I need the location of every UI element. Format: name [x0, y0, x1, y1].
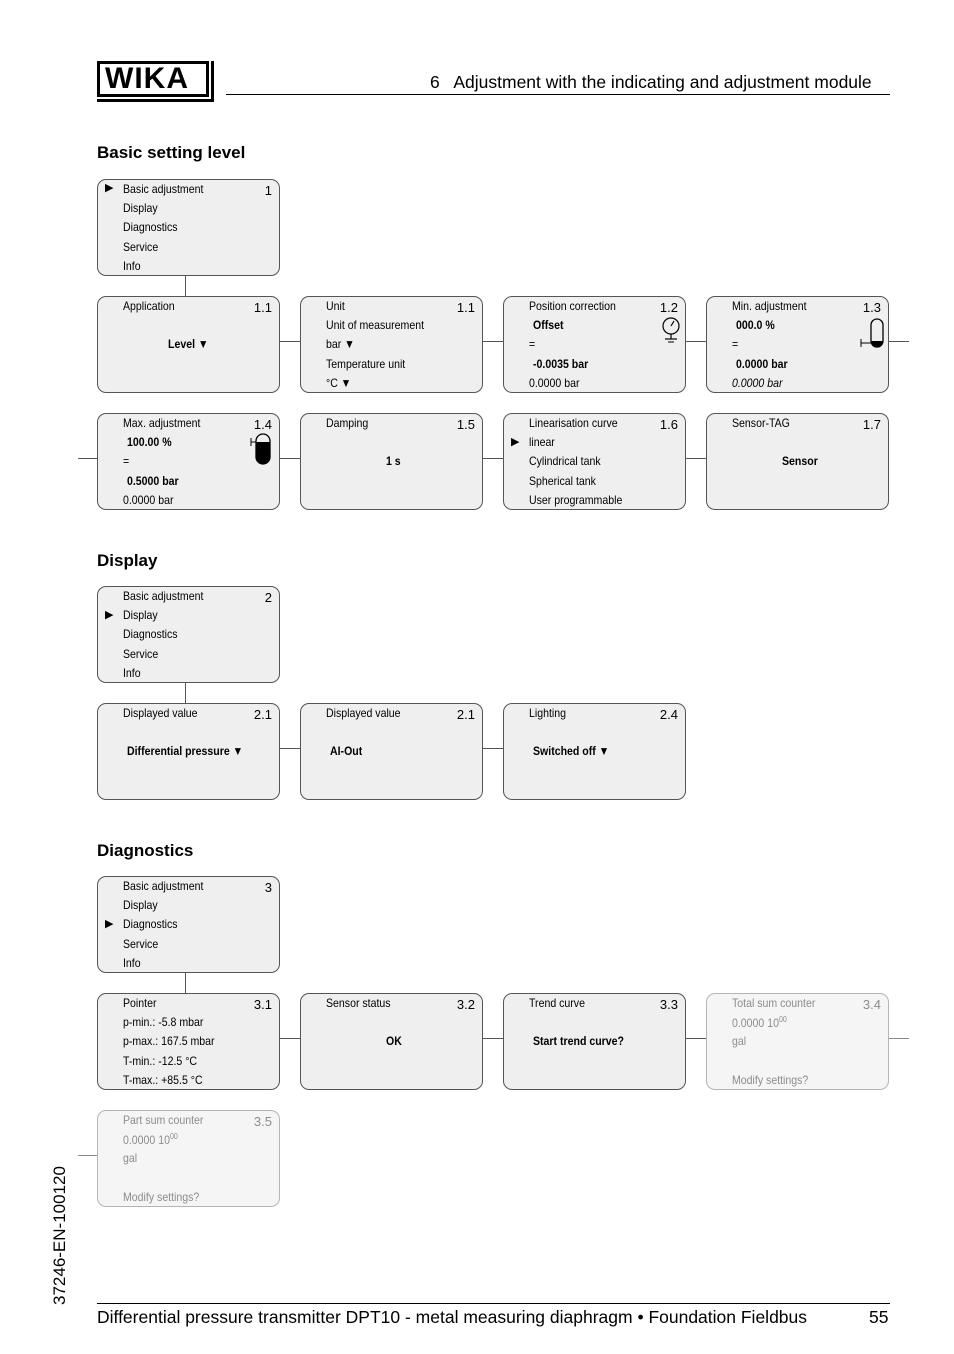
menu-item: Service — [123, 647, 159, 661]
box-line: linear — [529, 435, 555, 449]
value-text: bar — [326, 337, 342, 351]
value-text: Level — [168, 337, 196, 351]
menu-item: Diagnostics — [123, 627, 178, 641]
box-title: Displayed value — [123, 706, 198, 720]
box-line: Offset — [533, 318, 564, 332]
box-application — [97, 296, 280, 393]
box-line: = — [123, 454, 130, 468]
selection-arrow-icon: ▶ — [105, 918, 114, 930]
chapter-header: 6 Adjustment with the indicating and adjustment module — [430, 72, 872, 92]
box-number: 2.1 — [456, 707, 475, 722]
connector-line — [280, 1038, 300, 1039]
dropdown-arrow-icon: ▼ — [340, 376, 352, 390]
logo-bar — [211, 61, 214, 101]
value-text: 0.0000 10 — [123, 1133, 170, 1147]
connector-line — [78, 458, 97, 459]
box-line: gal — [732, 1034, 747, 1048]
menu-item: Basic adjustment — [123, 879, 204, 893]
menu-item: Service — [123, 240, 159, 254]
connector-line — [686, 1038, 706, 1039]
box-number: 3.2 — [456, 997, 475, 1012]
section-diagnostics-title: Diagnostics — [97, 841, 194, 860]
box-value: Sensor — [782, 454, 818, 468]
box-line: Unit of measurement — [326, 318, 425, 332]
box-title: Sensor-TAG — [732, 416, 790, 430]
menu-box-2 — [97, 586, 280, 683]
menu-item: Info — [123, 666, 141, 680]
box-title: Lighting — [529, 706, 567, 720]
tank-empty-icon — [859, 317, 889, 351]
box-title: Trend curve — [529, 996, 585, 1010]
box-line: Cylindrical tank — [529, 454, 601, 468]
box-number: 1.5 — [456, 417, 475, 432]
connector-line — [483, 458, 503, 459]
value-text: Switched off — [533, 744, 596, 758]
connector-line — [686, 458, 706, 459]
box-number: 1.3 — [862, 300, 881, 315]
box-line: 000.0 % — [736, 318, 775, 332]
dropdown-arrow-icon: ▼ — [197, 337, 209, 351]
box-value — [168, 337, 208, 351]
box-line: -0.0035 bar — [533, 357, 589, 371]
box-title: Damping — [326, 416, 369, 430]
box-line: 0.0000 bar — [529, 376, 580, 390]
tank-full-icon — [248, 432, 278, 466]
box-title: Sensor status — [326, 996, 391, 1010]
connector-line — [280, 748, 300, 749]
menu-item: Display — [123, 898, 158, 912]
box-number: 2.4 — [659, 707, 678, 722]
menu-box-1 — [97, 179, 280, 276]
box-line: gal — [123, 1151, 138, 1165]
box-title: Min. adjustment — [732, 299, 807, 313]
section-display-title: Display — [97, 551, 158, 570]
box-line: 0.0000 bar — [123, 493, 174, 507]
box-line: 0.0000 bar — [732, 376, 783, 390]
box-value: AI-Out — [330, 744, 363, 758]
connector-line — [280, 341, 300, 342]
connector-line — [889, 1038, 909, 1039]
box-line: Modify settings? — [732, 1073, 809, 1087]
box-line — [326, 376, 351, 390]
menu-item: Info — [123, 956, 141, 970]
selection-arrow-icon: ▶ — [511, 436, 520, 448]
box-value: OK — [386, 1034, 402, 1048]
box-number: 3.1 — [253, 997, 272, 1012]
box-title: Position correction — [529, 299, 616, 313]
box-number: 3.4 — [862, 997, 881, 1012]
menu-item: Service — [123, 937, 159, 951]
box-displayed-value — [97, 703, 280, 800]
selection-arrow-icon: ▶ — [105, 182, 114, 194]
logo-underline — [97, 99, 214, 102]
connector-line — [686, 341, 706, 342]
box-number: 3.3 — [659, 997, 678, 1012]
connector-line — [185, 276, 186, 296]
footer-title: Differential pressure transmitter DPT10 - metal measuring diaphragm • Foundation Fieldbus — [97, 1307, 808, 1327]
connector-line — [185, 683, 186, 703]
connector-line — [889, 341, 909, 342]
menu-item: Display — [123, 201, 158, 215]
connector-line — [483, 748, 503, 749]
box-line: Temperature unit — [326, 357, 406, 371]
box-line: Spherical tank — [529, 474, 596, 488]
box-min-adjustment — [706, 296, 889, 393]
logo-text: WIKA — [105, 62, 189, 95]
box-damping — [300, 413, 483, 510]
box-title: Part sum counter — [123, 1113, 204, 1127]
dropdown-arrow-icon: ▼ — [232, 744, 244, 758]
menu-item: Diagnostics — [123, 917, 178, 931]
dropdown-arrow-icon: ▼ — [344, 337, 355, 351]
box-line: User programmable — [529, 493, 623, 507]
box-number: 3.5 — [253, 1114, 272, 1129]
menu-box-3 — [97, 876, 280, 973]
connector-line — [280, 458, 300, 459]
box-value — [127, 744, 243, 758]
box-sensor-tag — [706, 413, 889, 510]
footer-rule — [97, 1303, 890, 1304]
box-line: T-max.: +85.5 °C — [123, 1073, 203, 1087]
box-line — [732, 1015, 787, 1030]
box-number: 2 — [264, 590, 272, 605]
box-title: Max. adjustment — [123, 416, 201, 430]
box-value: 1 s — [386, 454, 401, 468]
box-line: p-max.: 167.5 mbar — [123, 1034, 215, 1048]
box-title: Displayed value — [326, 706, 401, 720]
box-number: 1.2 — [659, 300, 678, 315]
connector-line — [78, 1155, 97, 1156]
wika-logo — [97, 61, 209, 97]
menu-item: Info — [123, 259, 141, 273]
box-number: 1.4 — [253, 417, 272, 432]
box-line: = — [732, 337, 739, 351]
box-pointer — [97, 993, 280, 1090]
box-part-sum-counter — [97, 1110, 280, 1207]
menu-item: Basic adjustment — [123, 182, 204, 196]
connector-line — [483, 341, 503, 342]
box-unit — [300, 296, 483, 393]
selection-arrow-icon: ▶ — [105, 609, 114, 621]
section-basic-title: Basic setting level — [97, 143, 246, 162]
box-line: = — [529, 337, 536, 351]
box-value: Start trend curve? — [533, 1034, 624, 1048]
box-number: 1.1 — [456, 300, 475, 315]
header-rule — [226, 94, 890, 95]
dropdown-arrow-icon: ▼ — [598, 744, 610, 758]
box-title: Linearisation curve — [529, 416, 618, 430]
box-line: T-min.: -12.5 °C — [123, 1054, 198, 1068]
connector-line — [185, 973, 186, 993]
box-number: 2.1 — [253, 707, 272, 722]
box-line: 100.00 % — [127, 435, 172, 449]
box-title: Application — [123, 299, 175, 313]
box-title: Unit — [326, 299, 345, 313]
value-text: Differential pressure — [127, 744, 230, 758]
box-total-sum-counter — [706, 993, 889, 1090]
box-title: Total sum counter — [732, 996, 816, 1010]
box-trend-curve — [503, 993, 686, 1090]
box-line — [123, 1132, 178, 1147]
box-sensor-status — [300, 993, 483, 1090]
box-number: 1.1 — [253, 300, 272, 315]
box-number: 1.6 — [659, 417, 678, 432]
exponent-text: 00 — [169, 1132, 178, 1141]
value-text: 0.0000 10 — [732, 1016, 779, 1030]
connector-line — [483, 1038, 503, 1039]
box-position-correction — [503, 296, 686, 393]
box-line: Modify settings? — [123, 1190, 200, 1204]
box-line: 0.5000 bar — [127, 474, 179, 488]
menu-item: Display — [123, 608, 158, 622]
box-max-adjustment — [97, 413, 280, 510]
box-number: 1 — [264, 183, 272, 198]
exponent-text: 00 — [778, 1015, 787, 1024]
menu-item: Diagnostics — [123, 220, 178, 234]
box-line: 0.0000 bar — [736, 357, 788, 371]
page-number: 55 — [869, 1307, 889, 1327]
box-line — [326, 337, 355, 351]
document-code: 37246-EN-100120 — [50, 1166, 69, 1305]
value-text: °C — [326, 376, 338, 390]
box-displayed-value-ai — [300, 703, 483, 800]
box-value — [533, 744, 609, 758]
box-linearisation — [503, 413, 686, 510]
menu-item: Basic adjustment — [123, 589, 204, 603]
box-lighting — [503, 703, 686, 800]
pressure-gauge-icon — [661, 315, 681, 345]
box-title: Pointer — [123, 996, 157, 1010]
box-number: 1.7 — [862, 417, 881, 432]
box-number: 3 — [264, 880, 272, 895]
box-line: p-min.: -5.8 mbar — [123, 1015, 204, 1029]
